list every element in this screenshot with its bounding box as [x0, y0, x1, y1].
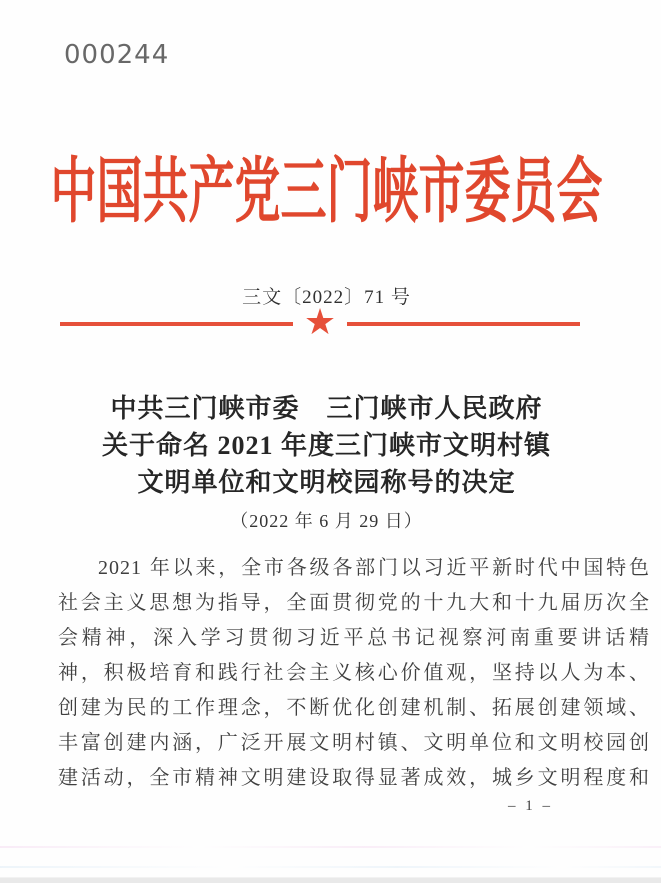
divider-rule-left — [60, 322, 293, 326]
document-reference-number: 三文〔2022〕71 号 — [242, 287, 411, 308]
body-line: 社会主义思想为指导，全面贯彻党的十九大和十九届历次全 — [58, 592, 650, 614]
body-line: 2021 年以来，全市各级各部门以习近平新时代中国特色 — [98, 557, 650, 579]
scan-page-edge — [0, 877, 661, 883]
document-date: （2022 年 6 月 29 日） — [230, 511, 423, 531]
star-icon: ★ — [303, 302, 337, 343]
document-serial-number: 000244 — [64, 40, 170, 70]
scan-artifact-streak — [0, 846, 661, 848]
scan-artifact-streak — [0, 866, 661, 868]
body-line: 神，积极培育和践行社会主义核心价值观，坚持以人为本、 — [58, 662, 650, 684]
body-line: 创建为民的工作理念，不断优化创建机制、拓展创建领域、 — [58, 697, 650, 719]
divider-rule-right — [347, 322, 580, 326]
document-title-line-3: 文明单位和文明校园称号的决定 — [137, 468, 516, 497]
body-line: 建活动，全市精神文明建设取得显著成效，城乡文明程度和 — [58, 767, 650, 789]
issuing-authority-title: 中国共产党三门峡市委员会 — [50, 151, 603, 231]
page-number: – 1 – — [508, 798, 553, 814]
body-line: 丰富创建内涵，广泛开展文明村镇、文明单位和文明校园创 — [58, 732, 650, 754]
red-masthead — [50, 142, 603, 231]
document-title-line-2: 关于命名 2021 年度三门峡市文明村镇 — [101, 431, 551, 460]
document-title — [58, 390, 595, 501]
document-title-line-1: 中共三门峡市委 三门峡市人民政府 — [110, 394, 543, 423]
body-line: 会精神，深入学习贯彻习近平总书记视察河南重要讲话精 — [58, 627, 650, 649]
document-body — [58, 551, 650, 796]
red-divider — [60, 302, 580, 343]
